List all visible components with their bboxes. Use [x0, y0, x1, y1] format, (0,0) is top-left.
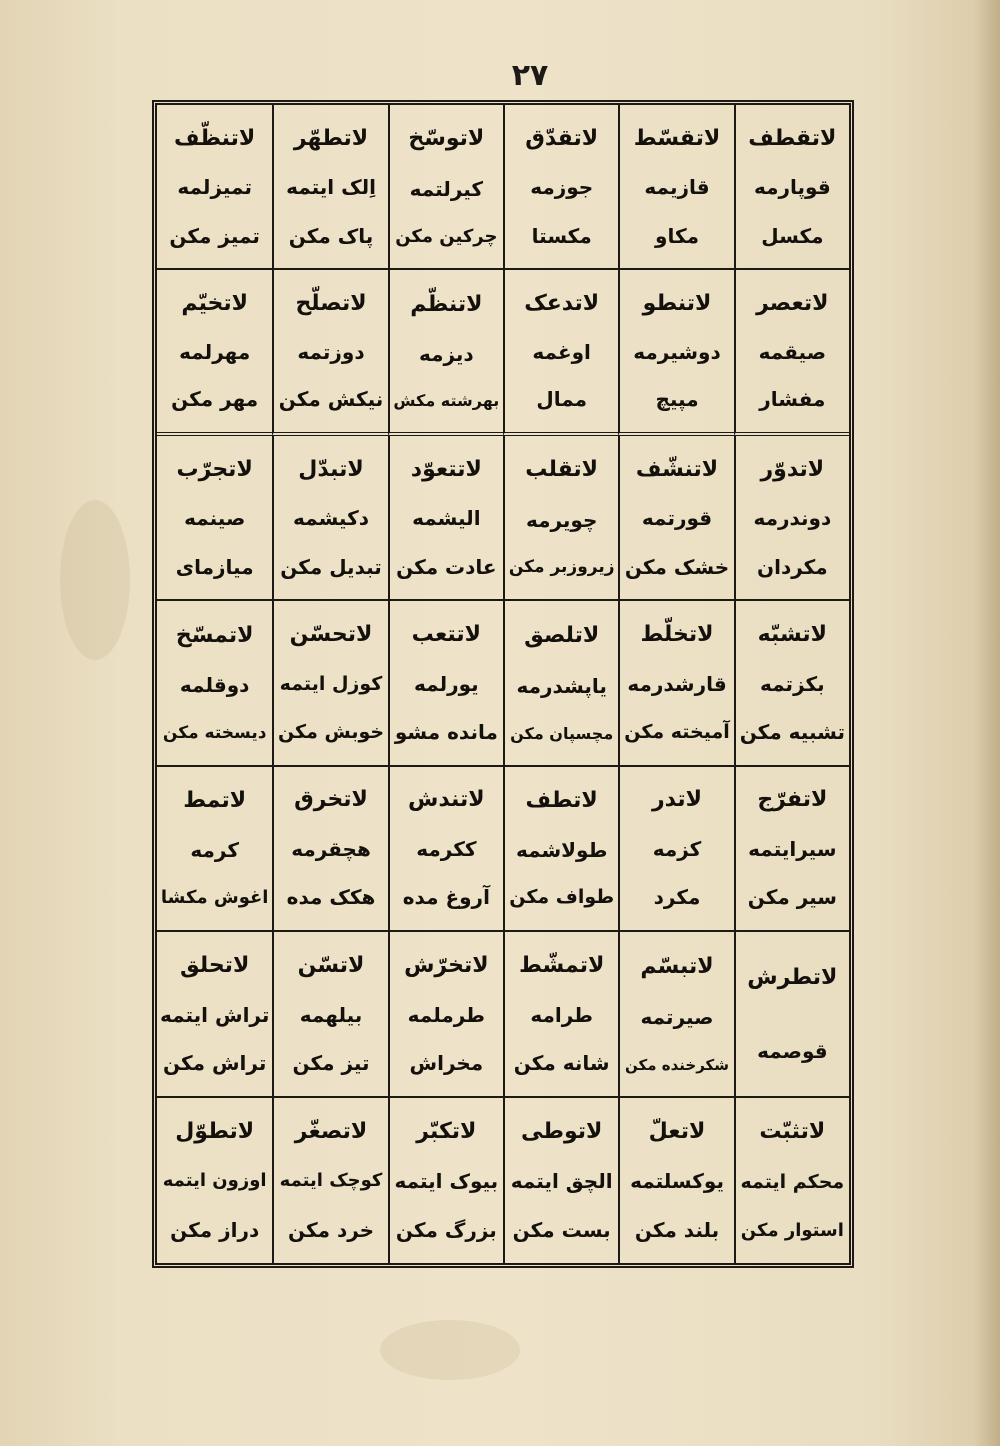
arabic-verb: لاتخرّش	[404, 952, 489, 978]
persian-translation: مکستا	[531, 223, 592, 248]
vocab-cell	[618, 436, 733, 601]
turkish-translation: اوغمه	[532, 339, 591, 364]
persian-translation: مکرد	[653, 885, 701, 910]
vocab-cell	[734, 932, 849, 1097]
vocab-cell	[503, 105, 618, 270]
arabic-verb: لاتوطی	[520, 1118, 603, 1144]
arabic-verb: لاتبسّم	[640, 953, 714, 979]
persian-translation: سیر مکن	[747, 885, 837, 910]
arabic-verb: لاتطف	[525, 787, 598, 813]
persian-translation: مکاو	[655, 223, 699, 248]
turkish-translation: یاپشدرمه	[516, 673, 607, 698]
arabic-verb: لاتقسّط	[633, 125, 721, 151]
persian-translation: عادت مکن	[396, 554, 497, 579]
turkish-translation: دوندرمه	[753, 506, 832, 531]
vocab-cell	[388, 1098, 503, 1263]
vocab-cell	[734, 105, 849, 270]
persian-translation: بهرشته مکش	[393, 391, 500, 411]
turkish-translation: صیرتمه	[640, 1005, 714, 1030]
page-number: ۲۷	[511, 58, 549, 93]
vocab-cell	[618, 105, 733, 270]
vocab-cell	[388, 767, 503, 932]
turkish-translation: طولاشمه	[515, 837, 608, 862]
persian-translation: مکسل	[761, 223, 824, 248]
vocab-cell	[388, 932, 503, 1097]
arabic-verb: لاتعصر	[756, 290, 829, 316]
persian-translation: هکک مده	[286, 885, 376, 910]
persian-translation: مانده مشو	[394, 720, 498, 745]
persian-translation: نیکش مکن	[278, 387, 384, 412]
arabic-verb: لاتندش	[407, 787, 485, 813]
vocab-cell	[388, 436, 503, 601]
vocab-cell	[157, 932, 272, 1097]
persian-translation: مپیچ	[655, 387, 699, 412]
persian-translation: مچسپان مکن	[510, 723, 614, 743]
vocab-cell	[388, 105, 503, 270]
turkish-translation: صینمه	[184, 506, 246, 531]
persian-translation: تراش مکن	[162, 1050, 267, 1075]
turkish-translation: دوزتمه	[297, 339, 365, 364]
turkish-translation: چویرمه	[525, 507, 598, 532]
arabic-verb: لاتقلب	[525, 457, 599, 483]
arabic-verb: لاتمط	[183, 787, 247, 813]
persian-translation: بلند مکن	[634, 1217, 720, 1242]
turkish-translation: دوشیرمه	[633, 339, 721, 364]
vocab-cell	[503, 932, 618, 1097]
vocab-cell	[503, 601, 618, 766]
arabic-verb: لاتبدّل	[298, 456, 364, 482]
arabic-verb: لاتشبّه	[757, 621, 828, 647]
vocab-cell	[618, 601, 733, 766]
persian-translation: تیز مکن	[292, 1050, 370, 1075]
turkish-translation: ککرمه	[416, 837, 477, 862]
arabic-verb: لاتمسّخ	[175, 622, 254, 648]
arabic-verb: لاتفرّج	[757, 787, 828, 813]
arabic-verb: لاتدوّر	[760, 456, 825, 482]
turkish-translation: بکزتمه	[760, 671, 825, 696]
arabic-verb: لاتوسّخ	[408, 126, 485, 152]
vocab-cell	[272, 767, 387, 932]
vocab-cell	[388, 601, 503, 766]
persian-translation: شکرخنده مکن	[625, 1055, 730, 1074]
turkish-translation: قازیمه	[644, 175, 710, 200]
arabic-verb: لاتطرش	[747, 964, 838, 990]
persian-translation: میازمای	[175, 554, 254, 579]
vocab-cell	[388, 270, 503, 435]
arabic-verb: لاتمشّط	[519, 952, 605, 978]
arabic-verb: لاتدعک	[524, 290, 600, 316]
arabic-verb: لاتقطف	[748, 125, 837, 151]
arabic-verb: لاتخیّم	[181, 290, 249, 316]
turkish-translation: سیرایتمه	[748, 837, 837, 862]
vocab-cell	[618, 767, 733, 932]
persian-translation: تمیز مکن	[169, 223, 260, 248]
persian-translation: مکردان	[757, 554, 828, 579]
arabic-verb: لاتتعوّد	[410, 456, 482, 482]
persian-translation: استوار مکن	[740, 1219, 844, 1241]
turkish-translation: الیشمه	[412, 506, 481, 531]
persian-translation: پاک مکن	[288, 223, 374, 248]
arabic-verb: لاتتعب	[411, 621, 482, 647]
persian-translation: خشک مکن	[624, 554, 730, 579]
arabic-verb: لاتخرق	[294, 787, 368, 813]
arabic-verb: لاتنشّف	[635, 456, 719, 482]
arabic-verb: لاتجرّب	[176, 456, 253, 482]
turkish-translation: الچق ایتمه	[510, 1168, 613, 1193]
persian-translation: مخراش	[409, 1050, 484, 1075]
turkish-translation: تمیزلمه	[177, 175, 252, 200]
vocab-cell	[157, 436, 272, 601]
arabic-verb: لاتحلق	[180, 952, 250, 978]
vocabulary-table	[152, 100, 854, 1268]
persian-translation: بست مکن	[512, 1217, 611, 1242]
vocab-cell	[503, 1098, 618, 1263]
page-edge-shadow	[974, 0, 1000, 1446]
vocab-cell	[734, 601, 849, 766]
arabic-verb: لاتقدّق	[525, 125, 599, 151]
turkish-translation: اوزون ایتمه	[162, 1170, 267, 1192]
persian-translation: آمیخته مکن	[624, 720, 730, 743]
vocab-cell	[272, 436, 387, 601]
arabic-verb: لاتنظّم	[410, 291, 483, 317]
turkish-translation: کیرلتمه	[409, 176, 484, 201]
vocab-cell	[272, 105, 387, 270]
vocab-cell	[734, 1098, 849, 1263]
turkish-translation: بیوک ایتمه	[394, 1168, 499, 1193]
persian-translation: دراز مکن	[170, 1217, 260, 1242]
persian-translation: خرد مکن	[287, 1217, 375, 1242]
arabic-verb: لاتسّن	[297, 952, 365, 978]
turkish-translation: هچقرمه	[291, 837, 371, 862]
persian-translation: خوبش مکن	[277, 720, 385, 743]
vocab-cell	[503, 767, 618, 932]
turkish-translation: تراش ایتمه	[159, 1002, 270, 1027]
turkish-translation: دوقلمه	[179, 673, 250, 698]
turkish-translation: مهرلمه	[179, 339, 251, 364]
vocab-cell	[157, 105, 272, 270]
vocab-cell	[734, 767, 849, 932]
turkish-translation: اِلک ایتمه	[286, 175, 376, 200]
turkish-translation: قوپارمه	[754, 175, 831, 200]
arabic-verb: لاتعلّ	[648, 1118, 706, 1144]
arabic-verb: لاتصلّح	[295, 290, 367, 316]
vocab-cell	[503, 436, 618, 601]
vocab-cell	[734, 436, 849, 601]
vocab-cell	[272, 1098, 387, 1263]
arabic-verb: لاتطهّر	[293, 125, 369, 151]
arabic-verb: لاتکبّر	[416, 1118, 477, 1144]
arabic-verb: لاتثبّت	[759, 1119, 826, 1145]
persian-translation: طواف مکن	[509, 886, 615, 909]
arabic-verb: لاتصغّر	[294, 1118, 368, 1144]
turkish-translation: قوصمه	[757, 1038, 828, 1063]
turkish-translation: طرامه	[530, 1002, 593, 1027]
turkish-translation: دیزمه	[418, 342, 474, 367]
vocab-cell	[734, 270, 849, 435]
persian-translation: آروغ مده	[402, 885, 490, 910]
turkish-translation: جوزمه	[530, 175, 594, 200]
vocab-cell	[503, 270, 618, 435]
arabic-verb: لاتحسّن	[289, 622, 373, 648]
turkish-translation: محکم ایتمه	[740, 1170, 845, 1193]
vocab-cell	[618, 932, 733, 1097]
turkish-translation: کوزل ایتمه	[279, 672, 383, 695]
arabic-verb: لاتلصق	[524, 622, 600, 648]
turkish-translation: کرمه	[190, 838, 239, 863]
vocab-cell	[272, 601, 387, 766]
vocab-cell	[618, 270, 733, 435]
persian-translation: تبدیل مکن	[280, 554, 382, 579]
persian-translation: ممال	[536, 387, 587, 412]
turkish-translation: طرملمه	[407, 1002, 486, 1027]
turkish-translation: دکیشمه	[293, 506, 369, 531]
arabic-verb: لاتطوّل	[175, 1118, 255, 1144]
persian-translation: اغوش مکشا	[160, 887, 269, 909]
persian-translation: زیروزبر مکن	[508, 557, 615, 578]
turkish-translation: صیقمه	[758, 339, 827, 364]
turkish-translation: بیلهمه	[299, 1002, 363, 1027]
paper-stain	[380, 1320, 520, 1380]
arabic-verb: لاتنطو	[642, 290, 712, 316]
persian-translation: بزرگ مکن	[395, 1217, 497, 1242]
persian-translation: شانه مکن	[513, 1050, 610, 1075]
persian-translation: مفشار	[759, 387, 826, 412]
turkish-translation: کزمه	[652, 837, 702, 862]
turkish-translation: کوچک ایتمه	[279, 1170, 383, 1192]
persian-translation: چرکین مکن	[395, 225, 498, 247]
persian-translation: مهر مکن	[171, 387, 259, 412]
persian-translation: دیسخته مکن	[162, 722, 267, 743]
arabic-verb: لاتدر	[652, 787, 703, 813]
vocab-cell	[272, 932, 387, 1097]
vocab-cell	[157, 1098, 272, 1263]
turkish-translation: قورتمه	[641, 506, 713, 531]
vocab-cell	[157, 601, 272, 766]
vocab-cell	[157, 767, 272, 932]
persian-translation: تشبیه مکن	[739, 720, 845, 745]
turkish-translation: یوکسلتمه	[630, 1168, 724, 1193]
arabic-verb: لاتخلّط	[640, 622, 714, 648]
arabic-verb: لاتنظّف	[174, 125, 256, 151]
turkish-translation: قارشدرمه	[627, 672, 727, 697]
vocab-cell	[618, 1098, 733, 1263]
vocab-cell	[272, 270, 387, 435]
paper-stain	[60, 500, 130, 660]
vocab-cell	[157, 270, 272, 435]
turkish-translation: یورلمه	[414, 671, 479, 696]
